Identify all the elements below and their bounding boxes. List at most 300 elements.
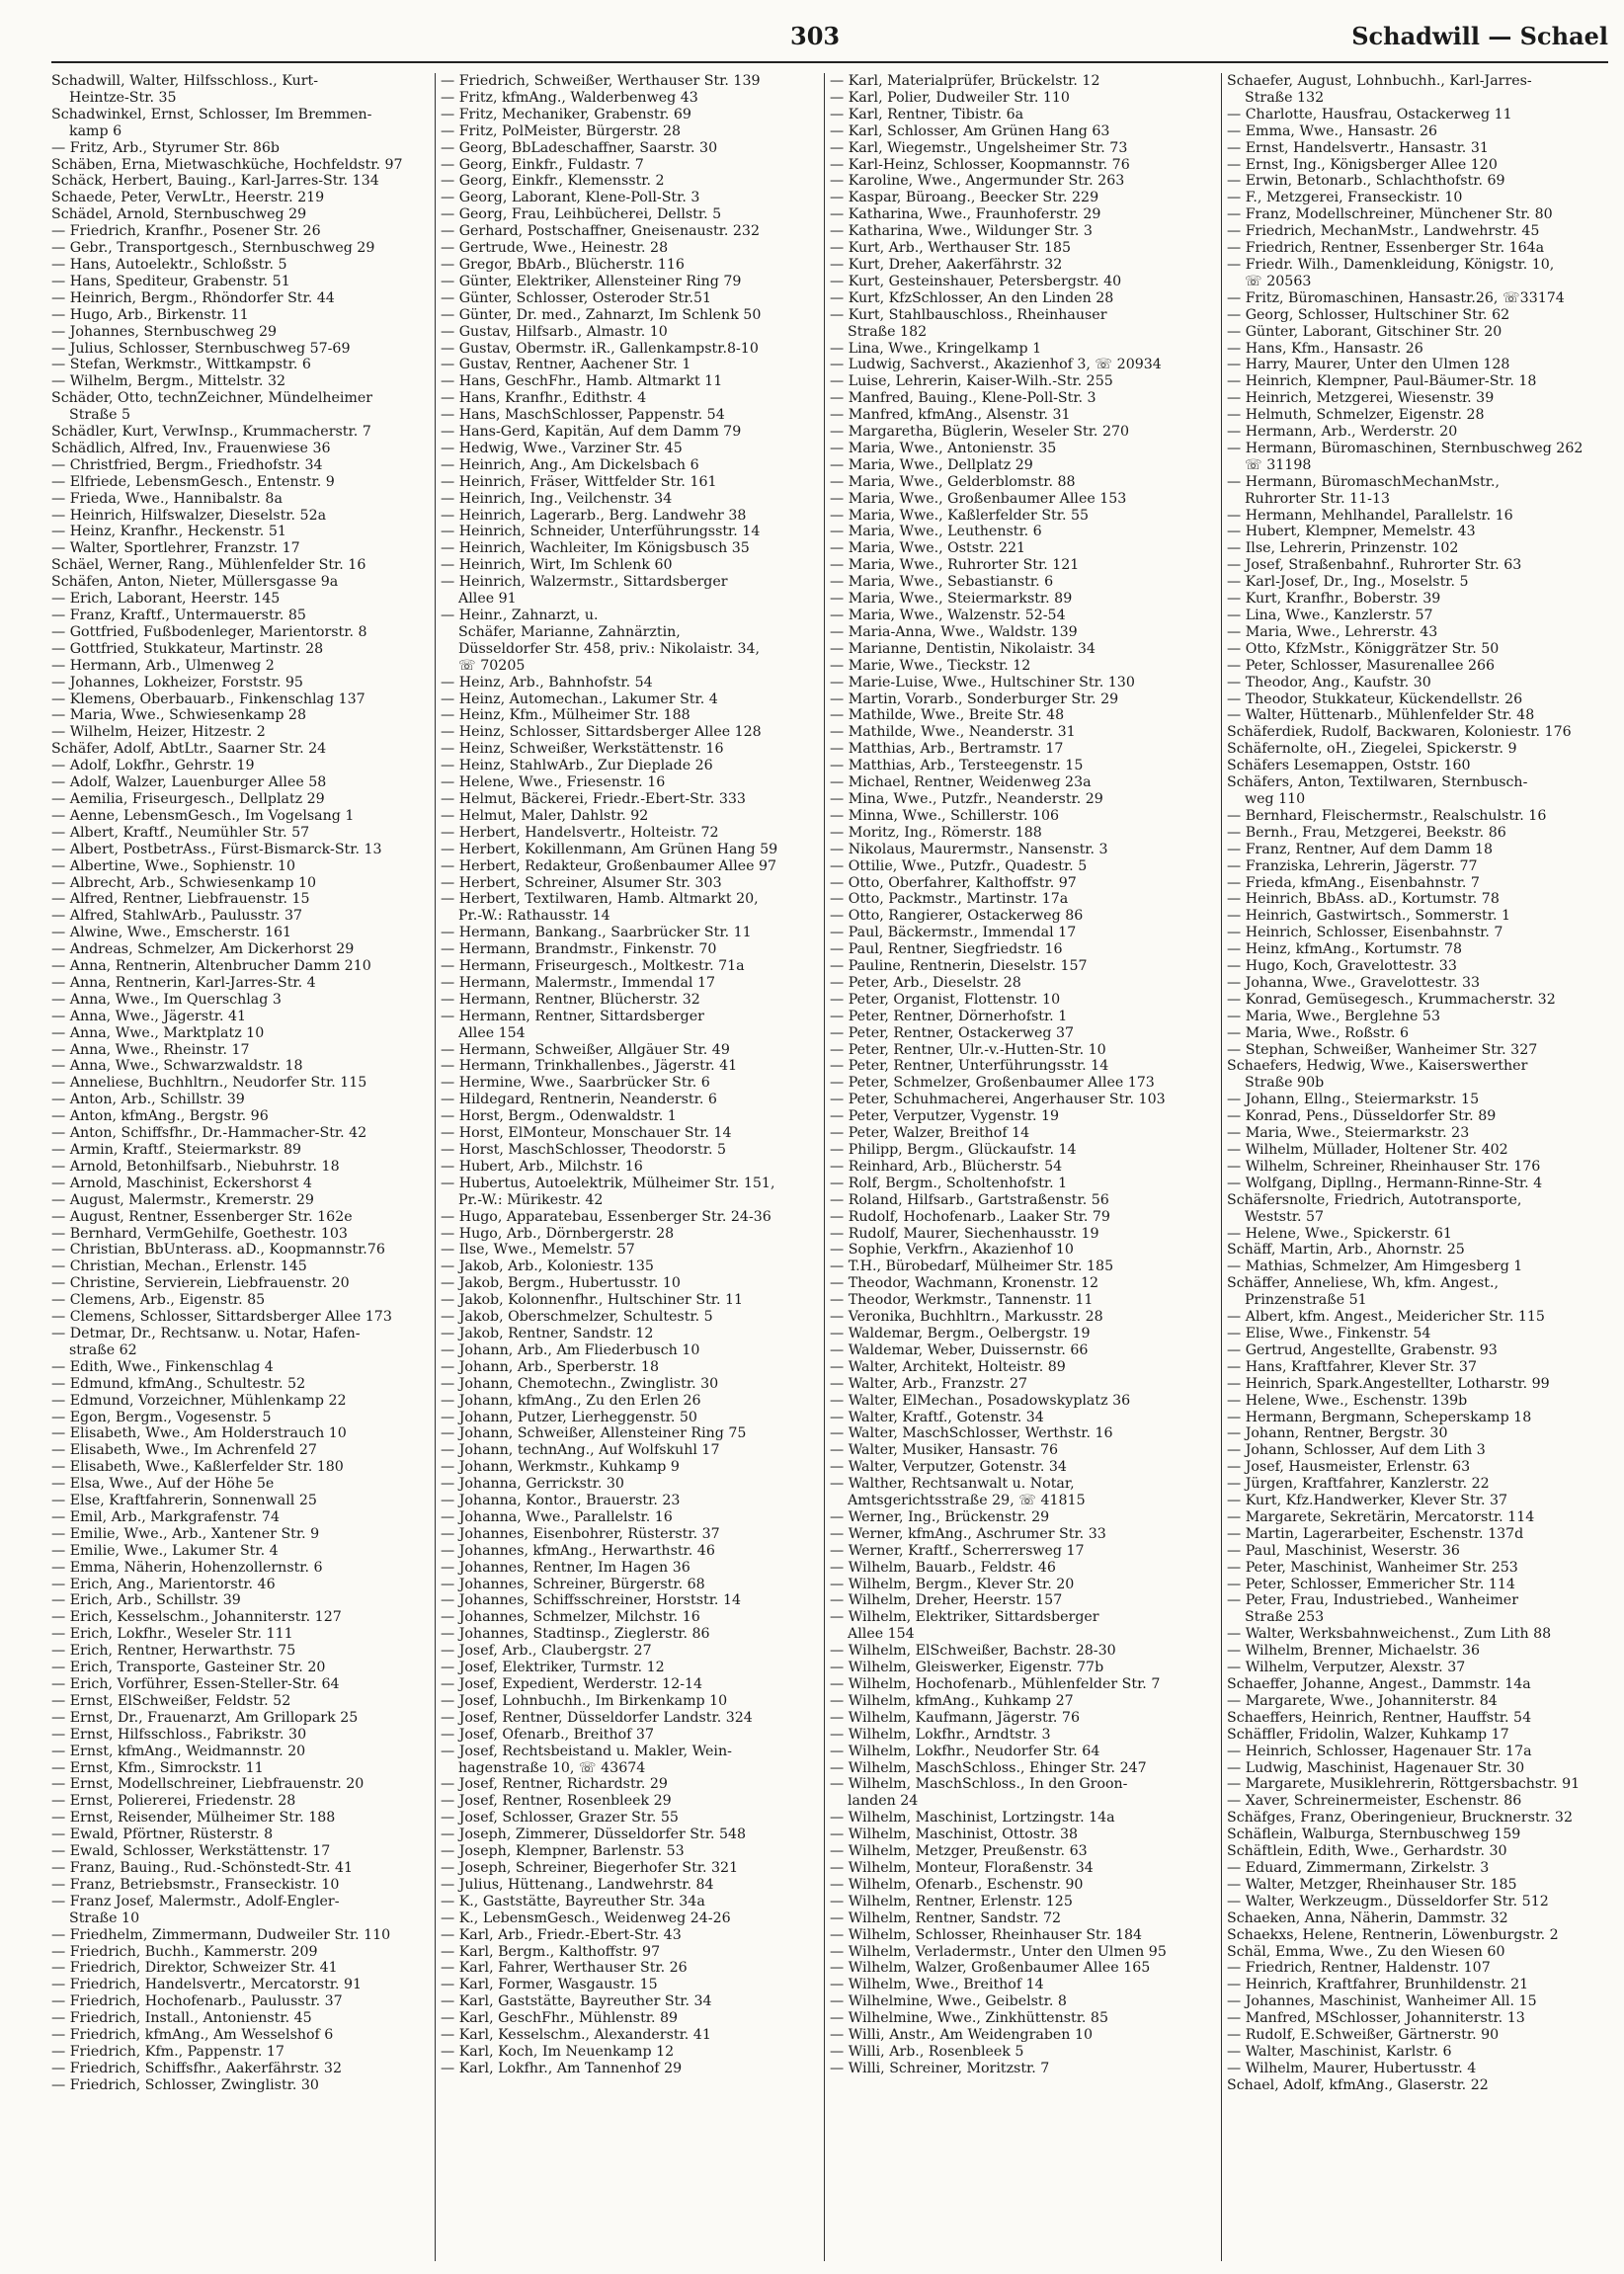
directory-entry: — Margarete, Sekretärin, Mercatorstr. 114 [1227,1508,1535,1525]
directory-entry: — Johann, Werkmstr., Kuhkamp 9 [441,1459,680,1476]
directory-entry-continuation: Pr.-W.: Rathausstr. 14 [458,908,610,925]
directory-entry: — Hildegard, Rentnerin, Neanderstr. 6 [441,1092,717,1108]
directory-entry: — Hugo, Arb., Dörnbergerstr. 28 [441,1225,675,1242]
directory-entry: — Wilhelm, Rentner, Sandstr. 72 [830,1909,1062,1926]
directory-entry: — Hans, Kraftfahrer, Klever Str. 37 [1227,1358,1477,1375]
directory-entry: — Günter, Dr. med., Zahnarzt, Im Schlenk 50 [441,306,762,323]
directory-entry-continuation: Straße 90b [1245,1075,1325,1092]
directory-entry: — Erich, Vorführer, Essen-Steller-Str. 64 [51,1676,340,1692]
directory-entry: — Wilhelm, Ofenarb., Eschenstr. 90 [830,1876,1084,1893]
directory-entry: — Wilhelm, Lokfhr., Neudorfer Str. 64 [830,1743,1100,1759]
directory-entry: — Marie, Wwe., Tieckstr. 12 [830,657,1031,674]
directory-entry: — Marie-Luise, Wwe., Hultschiner Str. 130 [830,674,1135,690]
directory-entry: — Karl, Wiegemstr., Ungelsheimer Str. 73 [830,139,1128,156]
directory-entry: — Karl, Lokfhr., Am Tannenhof 29 [441,2060,683,2076]
directory-entry: — Wilhelm, Monteur, Floraßenstr. 34 [830,1859,1094,1876]
directory-entry: — Friedrich, Buchh., Kammerstr. 209 [51,1943,318,1960]
directory-entry: — Friedrich, Rentner, Essenberger Str. 164a [1227,240,1545,257]
directory-entry-continuation: Straße 10 [69,1909,140,1926]
directory-entry-continuation: kamp 6 [69,122,122,139]
directory-entry: — Luise, Lehrerin, Kaiser-Wilh.-Str. 255 [830,373,1113,390]
directory-entry: — Erich, Kesselschm., Johanniterstr. 127 [51,1609,342,1626]
directory-entry: — Gustav, Hilfsarb., Almastr. 10 [441,323,668,340]
directory-entry: — Gustav, Rentner, Aachener Str. 1 [441,357,691,373]
running-head: Schadwill — Schael [1351,22,1608,50]
directory-entry: — Karl, Fahrer, Werthauser Str. 26 [441,1960,688,1977]
directory-entry: — Edmund, Vorzeichner, Mühlenkamp 22 [51,1392,347,1409]
directory-entry: — Josef, Ofenarb., Breithof 37 [441,1726,654,1743]
directory-entry: — Christine, Servierein, Liebfrauenstr. 20 [51,1275,350,1292]
directory-entry: — Helmuth, Schmelzer, Eigenstr. 28 [1227,407,1485,424]
directory-entry: — Karl, Koch, Im Neuenkamp 12 [441,2043,675,2060]
directory-entry: — Else, Kraftfahrerin, Sonnenwall 25 [51,1493,317,1509]
directory-entry: — Hermann, Arb., Ulmenweg 2 [51,657,275,674]
directory-entry: — Hubert, Klempner, Memelstr. 43 [1227,524,1476,540]
directory-entry: — Karl, Rentner, Tibistr. 6a [830,106,1024,122]
directory-entry: — Helene, Wwe., Eschenstr. 139b [1227,1392,1468,1409]
directory-entry: — Friedrich, MechanMstr., Landwehrstr. 45 [1227,223,1540,240]
directory-entry: Schäfen, Anton, Nieter, Müllersgasse 9a [51,574,339,591]
directory-entry: — Adolf, Walzer, Lauenburger Allee 58 [51,774,327,791]
directory-entry: — Maria, Wwe., Kaßlerfelder Str. 55 [830,507,1090,524]
directory-entry: — Kaspar, Büroang., Beecker Str. 229 [830,190,1099,206]
directory-entry: — Katharina, Wwe., Fraunhoferstr. 29 [830,206,1101,223]
directory-entry: — Ewald, Pförtner, Rüsterstr. 8 [51,1827,274,1843]
directory-entry-continuation: Straße 182 [848,323,928,340]
directory-entry: — Fritz, Mechaniker, Grabenstr. 69 [441,106,691,122]
directory-entry: Schädlich, Alfred, Inv., Frauenwiese 36 [51,440,331,456]
directory-entry: — Hermann, Malermstr., Immendal 17 [441,974,716,991]
directory-entry: — Heinrich, Ing., Veilchenstr. 34 [441,490,673,507]
directory-entry: — Horst, ElMonteur, Monschauer Str. 14 [441,1125,732,1142]
directory-entry: — Wilhelm, Brenner, Michaelstr. 36 [1227,1643,1480,1660]
directory-entry: — Josef, Straßenbahnf., Ruhrorter Str. 63 [1227,557,1522,574]
directory-entry: — Johann, kfmAng., Zu den Erlen 26 [441,1392,701,1409]
directory-entry: — Ernst, Ing., Königsberger Allee 120 [1227,156,1498,173]
directory-entry: — Otto, Oberfahrer, Kalthoffstr. 97 [830,874,1077,891]
directory-entry: — Karl, Gaststätte, Bayreuther Str. 34 [441,1993,712,2010]
directory-entry: — Eduard, Zimmermann, Zirkelstr. 3 [1227,1859,1490,1876]
directory-entry: — Albert, PostbetrAss., Fürst-Bismarck-Str. 13 [51,841,382,857]
directory-entry: — Anneliese, Buchhltrn., Neudorfer Str. 115 [51,1075,367,1092]
directory-entry: — Wilhelmine, Wwe., Geibelstr. 8 [830,1993,1067,2010]
directory-entry: — Arnold, Maschinist, Eckershorst 4 [51,1175,312,1191]
directory-entry: — Jakob, Bergm., Hubertusstr. 10 [441,1275,681,1292]
directory-entry: — Johann, Arb., Sperberstr. 18 [441,1358,659,1375]
directory-entry: — Manfred, MSchlosser, Johanniterstr. 13 [1227,2010,1525,2027]
directory-entry: — Arnold, Betonhilfsarb., Niebuhrstr. 18 [51,1158,340,1175]
directory-entry: — Friedrich, Handelsvertr., Mercatorstr. 91 [51,1977,363,1993]
directory-entry: Schäftlein, Edith, Wwe., Gerhardstr. 30 [1227,1843,1507,1860]
directory-entry: — Wilhelm, Schreiner, Rheinhauser Str. 176 [1227,1158,1541,1175]
directory-entry: — Heinrich, Schlosser, Eisenbahnstr. 7 [1227,925,1503,941]
directory-entry-continuation: Straße 5 [69,407,131,424]
directory-entry: — Horst, MaschSchlosser, Theodorstr. 5 [441,1142,727,1158]
directory-entry: — Ottilie, Wwe., Putzfr., Quadestr. 5 [830,857,1088,874]
directory-entry: — Lina, Wwe., Kringelkamp 1 [830,340,1042,357]
directory-entry: — Friedrich, Schweißer, Werthauser Str. 139 [441,73,761,89]
directory-entry: — Gustav, Obermstr. iR., Gallenkampstr.8-10 [441,340,759,357]
directory-entry: — Hermann, Rentner, Blücherstr. 32 [441,991,700,1008]
directory-entry: — Maria, Wwe., Steiermarkstr. 23 [1227,1125,1470,1142]
directory-entry: — Wilhelm, Bauarb., Feldstr. 46 [830,1559,1056,1576]
directory-entry: — Karl, Materialprüfer, Brückelstr. 12 [830,73,1100,89]
directory-entry: — Aenne, LebensmGesch., Im Vogelsang 1 [51,807,355,824]
directory-entry: Schadwill, Walter, Hilfsschloss., Kurt- [51,73,319,89]
directory-entry: — Elisabeth, Wwe., Kaßlerfelder Str. 180 [51,1459,344,1476]
directory-entry: — Fritz, PolMeister, Bürgerstr. 28 [441,122,682,139]
directory-entry-continuation: Ruhrorter Str. 11-13 [1245,490,1391,507]
directory-entry: — Johanna, Wwe., Parallelstr. 16 [441,1508,673,1525]
directory-entry: — Walter, Werksbahnweichenst., Zum Lith 88 [1227,1626,1552,1643]
directory-entry: — Heinz, Schlosser, Sittardsberger Allee 128 [441,724,762,741]
directory-entry: — Hans, Kranfhr., Edithstr. 4 [441,390,647,407]
directory-entry: — August, Malermstr., Kremerstr. 29 [51,1191,314,1208]
directory-entry: — Anton, Schiffsfhr., Dr.-Hammacher-Str. 42 [51,1125,367,1142]
directory-entry: — K., Gaststätte, Bayreuther Str. 34a [441,1893,705,1909]
directory-entry: — Helmut, Bäckerei, Friedr.-Ebert-Str. 333 [441,790,746,807]
directory-entry: — Roland, Hilfsarb., Gartstraßenstr. 56 [830,1191,1109,1208]
directory-entry: — Hermann, Brandmstr., Finkenstr. 70 [441,941,717,958]
directory-entry: — Julius, Hüttenang., Landwehrstr. 84 [441,1876,714,1893]
directory-entry: — Franz, Bauing., Rud.-Schönstedt-Str. 41 [51,1859,354,1876]
directory-entry: — Theodor, Stukkateur, Kückendellstr. 26 [1227,690,1523,707]
directory-entry-continuation: ☏ 70205 [458,657,526,674]
directory-entry: — Maria, Wwe., Großenbaumer Allee 153 [830,490,1127,507]
directory-entry: — Pauline, Rentnerin, Dieselstr. 157 [830,958,1088,975]
directory-entry: — Friedrich, Schiffsfhr., Aakerfährstr. 32 [51,2060,342,2076]
directory-entry-continuation: Pr.-W.: Mürikestr. 42 [458,1191,604,1208]
directory-entry: Schäl, Emma, Wwe., Zu den Wiesen 60 [1227,1943,1505,1960]
directory-entry: — Erich, Transporte, Gasteiner Str. 20 [51,1660,326,1676]
directory-entry: — Minna, Wwe., Schillerstr. 106 [830,807,1060,824]
directory-entry: — K., LebensmGesch., Weidenweg 24-26 [441,1909,731,1926]
directory-entry: — Andreas, Schmelzer, Am Dickerhorst 29 [51,941,355,958]
directory-entry: — Peter, Schlosser, Masurenallee 266 [1227,657,1496,674]
directory-entry: — Karl, Arb., Friedr.-Ebert-Str. 43 [441,1926,682,1943]
directory-entry: — Johann, Putzer, Lierheggenstr. 50 [441,1409,697,1425]
directory-entry: — Peter, Rentner, Unterführungsstr. 14 [830,1058,1109,1075]
directory-entry: — Johann, Schweißer, Allensteiner Ring 75 [441,1425,747,1442]
directory-entry: — Wilhelm, MaschSchloss., Ehinger Str. 247 [830,1759,1147,1776]
directory-entry: — Christian, Mechan., Erlenstr. 145 [51,1259,307,1275]
directory-entry: — Willi, Anstr., Am Weidengraben 10 [830,2027,1093,2044]
directory-entry: — Georg, Laborant, Klene-Poll-Str. 3 [441,190,700,206]
directory-entry: — Friedrich, Hochofenarb., Paulusstr. 37 [51,1993,343,2010]
directory-entry: — Aemilia, Friseurgesch., Dellplatz 29 [51,790,325,807]
directory-entry-continuation: ☏ 20563 [1245,273,1312,289]
directory-entry-continuation: Allee 154 [848,1626,915,1643]
directory-entry: — Wilhelm, kfmAng., Kuhkamp 27 [830,1692,1074,1709]
directory-entry: — Albrecht, Arb., Schwiesenkamp 10 [51,874,317,891]
directory-entry: — Hugo, Arb., Birkenstr. 11 [51,306,249,323]
directory-entry: — Ernst, Reisender, Mülheimer Str. 188 [51,1810,336,1827]
directory-entry: — Josef, Elektriker, Turmstr. 12 [441,1660,665,1676]
directory-entry: — Wilhelm, Kaufmann, Jägerstr. 76 [830,1709,1080,1726]
directory-entry: — Ernst, Dr., Frauenarzt, Am Grillopark 25 [51,1709,359,1726]
directory-entry: — Kurt, KfzSchlosser, An den Linden 28 [830,289,1114,306]
directory-entry: Schael, Adolf, kfmAng., Glaserstr. 22 [1227,2076,1489,2093]
directory-entry: Schäflein, Walburga, Sternbuschweg 159 [1227,1827,1521,1843]
directory-entry: — Frieda, Wwe., Hannibalstr. 8a [51,490,283,507]
directory-entry: — Hans, Autoelektr., Schloßstr. 5 [51,256,287,273]
directory-entry: — Hermann, Mehlhandel, Parallelstr. 16 [1227,507,1513,524]
directory-entry: — Heinrich, Schneider, Unterführungsstr. 14 [441,524,761,540]
directory-entry: — Rudolf, E.Schweißer, Gärtnerstr. 90 [1227,2027,1500,2044]
directory-entry: — Anton, Arb., Schillstr. 39 [51,1092,245,1108]
directory-entry: — Walter, Arb., Franzstr. 27 [830,1375,1027,1392]
directory-entry: — Hedwig, Wwe., Varziner Str. 45 [441,440,683,456]
directory-entry: Schäel, Werner, Rang., Mühlenfelder Str. 16 [51,557,366,574]
directory-entry: — Emma, Wwe., Hansastr. 26 [1227,122,1438,139]
directory-entry: — Franz, Kraftf., Untermauerstr. 85 [51,608,306,623]
directory-entry: — Hans, Spediteur, Grabenstr. 51 [51,273,290,289]
directory-entry: — Werner, Kraftf., Scherrersweg 17 [830,1542,1085,1559]
directory-entry: — Nikolaus, Maurermstr., Nansenstr. 3 [830,841,1108,857]
directory-entry: — Willi, Schreiner, Moritzstr. 7 [830,2060,1050,2076]
directory-entry: Schäck, Herbert, Bauing., Karl-Jarres-Str. 134 [51,173,379,190]
directory-entry: — Ernst, ElSchweißer, Feldstr. 52 [51,1692,291,1709]
directory-entry: — Heinz, StahlwArb., Zur Dieplade 26 [441,758,713,774]
directory-entry: — Bernhard, VermGehilfe, Goethestr. 103 [51,1225,348,1242]
directory-entry: — Rudolf, Hochofenarb., Laaker Str. 79 [830,1208,1110,1225]
directory-entry: — Peter, Rentner, Dörnerhofstr. 1 [830,1008,1068,1024]
directory-entry: — Karl-Josef, Dr., Ing., Moselstr. 5 [1227,574,1469,591]
directory-entry: — Hans-Gerd, Kapitän, Auf dem Damm 79 [441,424,742,441]
directory-entry: Schäben, Erna, Mietwaschküche, Hochfeldstr. 97 [51,156,403,173]
directory-entry: — Friedrich, Schlosser, Zwinglistr. 30 [51,2076,319,2093]
directory-entry: — Waldemar, Bergm., Oelbergstr. 19 [830,1325,1091,1341]
directory-entry: — Martin, Lagerarbeiter, Eschenstr. 137d [1227,1525,1524,1542]
directory-entry: Schädler, Kurt, VerwInsp., Krummacherstr. 7 [51,424,371,441]
directory-entry: — Ernst, Kfm., Simrockstr. 11 [51,1759,264,1776]
directory-entry: — Anna, Wwe., Im Querschlag 3 [51,991,282,1008]
directory-entry: — Karl, Schlosser, Am Grünen Hang 63 [830,122,1110,139]
directory-entry: — Heinr., Zahnarzt, u. [441,608,599,623]
directory-entry: — Johannes, Eisenbohrer, Rüsterstr. 37 [441,1525,720,1542]
column-divider [435,73,436,2261]
directory-entry: — Maria, Wwe., Roßstr. 6 [1227,1024,1410,1041]
directory-entry: — Günter, Schlosser, Osteroder Str.51 [441,289,712,306]
page-number: 303 [790,22,841,50]
directory-entry: — Peter, Schuhmacherei, Angerhauser Str. 103 [830,1092,1166,1108]
directory-entry: — Hans, GeschFhr., Hamb. Altmarkt 11 [441,373,723,390]
directory-entry: — Stefan, Werkmstr., Wittkampstr. 6 [51,357,311,373]
directory-entry: — Herbert, Textilwaren, Hamb. Altmarkt 20, [441,891,759,908]
directory-entry: — Ilse, Wwe., Memelstr. 57 [441,1242,635,1259]
directory-entry: — Josef, Expedient, Werderstr. 12-14 [441,1676,703,1692]
directory-entry: Schädel, Arnold, Sternbuschweg 29 [51,206,307,223]
directory-column-4 [1227,73,1603,2266]
directory-entry: — Emil, Arb., Markgrafenstr. 74 [51,1508,280,1525]
directory-entry: — Walter, Musiker, Hansastr. 76 [830,1442,1059,1459]
directory-entry-continuation: Amtsgerichtsstraße 29, ☏ 41815 [848,1493,1086,1509]
directory-entry: — Erich, Arb., Schillstr. 39 [51,1592,241,1609]
directory-column-1 [51,73,428,2266]
directory-entry: — Peter, Schlosser, Emmericher Str. 114 [1227,1576,1515,1592]
directory-entry-continuation: weg 110 [1245,790,1306,807]
directory-entry: — Alwine, Wwe., Emscherstr. 161 [51,925,292,941]
directory-entry: — Erich, Ang., Marientorstr. 46 [51,1576,276,1592]
directory-entry: Schaefers, Hedwig, Wwe., Kaiserswerther [1227,1058,1528,1075]
directory-entry: — Heinrich, Schlosser, Hagenauer Str. 17a [1227,1743,1532,1759]
directory-entry: — Otto, Packmstr., Martinstr. 17a [830,891,1069,908]
directory-entry: — Hermann, Rentner, Sittardsberger [441,1008,704,1024]
directory-entry: — Heinrich, Walzermstr., Sittardsberger [441,574,728,591]
directory-entry: — Walter, Verputzer, Gotenstr. 34 [830,1459,1067,1476]
directory-entry: — Johann, technAng., Auf Wolfskuhl 17 [441,1442,720,1459]
directory-entry: — Karl, Former, Wasgaustr. 15 [441,1977,658,1993]
directory-entry: — Ernst, Handelsvertr., Hansastr. 31 [1227,139,1489,156]
directory-entry: — Heinz, kfmAng., Kortumstr. 78 [1227,941,1463,958]
directory-entry: — Gerhard, Postschaffner, Gneisenaustr. 232 [441,223,760,240]
directory-entry: — Johannes, Schmelzer, Milchstr. 16 [441,1609,700,1626]
directory-entry: — Ernst, kfmAng., Weidmannstr. 20 [51,1743,306,1759]
directory-entry: — Josef, Hausmeister, Erlenstr. 63 [1227,1459,1471,1476]
directory-entry: — Erich, Lokfhr., Weseler Str. 111 [51,1626,293,1643]
directory-entry: — F., Metzgerei, Franseckistr. 10 [1227,190,1463,206]
directory-entry: — Heinrich, Ang., Am Dickelsbach 6 [441,456,699,473]
directory-entry: — Helene, Wwe., Spickerstr. 61 [1227,1225,1452,1242]
directory-entry: — Gertrud, Angestellte, Grabenstr. 93 [1227,1341,1498,1358]
directory-entry: — Jürgen, Kraftfahrer, Kanzlerstr. 22 [1227,1476,1490,1493]
directory-entry: — Heinrich, Hilfswalzer, Dieselstr. 52a [51,507,327,524]
directory-entry: — Theodor, Ang., Kaufstr. 30 [1227,674,1431,690]
directory-entry: — T.H., Bürobedarf, Mülheimer Str. 185 [830,1259,1114,1275]
directory-entry: — Walter, MaschSchlosser, Werthstr. 16 [830,1425,1113,1442]
directory-entry: — Bernh., Frau, Metzgerei, Beekstr. 86 [1227,824,1506,841]
directory-entry: — Emma, Näherin, Hohenzollernstr. 6 [51,1559,323,1576]
directory-entry: — Maria, Wwe., Ruhrorter Str. 121 [830,557,1080,574]
directory-entry: — Clemens, Arb., Eigenstr. 85 [51,1292,266,1309]
directory-entry: — Wilhelm, ElSchweißer, Bachstr. 28-30 [830,1643,1116,1660]
directory-entry: Schaede, Peter, VerwLtr., Heerstr. 219 [51,190,325,206]
directory-entry: — Mathilde, Wwe., Neanderstr. 31 [830,724,1076,741]
directory-entry: Schäfernolte, oH., Ziegelei, Spickerstr. 9 [1227,741,1517,758]
directory-entry: — Friedrich, Install., Antonienstr. 45 [51,2010,312,2027]
directory-entry: — Jakob, Oberschmelzer, Schultestr. 5 [441,1309,713,1326]
directory-entry: — Heinrich, Klempner, Paul-Bäumer-Str. 18 [1227,373,1537,390]
directory-entry: — Hermann, Bergmann, Scheperskamp 18 [1227,1409,1532,1425]
directory-entry: — Johanna, Kontor., Brauerstr. 23 [441,1493,681,1509]
directory-entry: — Wilhelm, Hochofenarb., Mühlenfelder Str. 7 [830,1676,1161,1692]
directory-entry-continuation: ☏ 31198 [1245,456,1312,473]
directory-entry: — Charlotte, Hausfrau, Ostackerweg 11 [1227,106,1512,122]
directory-entry: — Margarete, Wwe., Johanniterstr. 84 [1227,1692,1498,1709]
directory-entry: — Paul, Maschinist, Weserstr. 36 [1227,1542,1460,1559]
directory-entry: Schaekxs, Helene, Rentnerin, Löwenburgstr. 2 [1227,1926,1559,1943]
directory-entry: — Fritz, Büromaschinen, Hansastr.26, ☏33174 [1227,289,1565,306]
directory-entry: — Johannes, Schiffsschreiner, Horststr. 14 [441,1592,742,1609]
directory-entry: — Maria, Wwe., Lehrerstr. 43 [1227,623,1438,640]
directory-entry: — Elsa, Wwe., Auf der Höhe 5e [51,1476,275,1493]
directory-entry: — Hubertus, Autoelektrik, Mülheimer Str. 151, [441,1175,775,1191]
directory-entry: — Josef, Schlosser, Grazer Str. 55 [441,1810,679,1827]
directory-entry: — Bernhard, Fleischermstr., Realschulstr. 16 [1227,807,1547,824]
directory-entry: — Alfred, Rentner, Liebfrauenstr. 15 [51,891,310,908]
directory-entry: — Herbert, Redakteur, Großenbaumer Allee 97 [441,857,777,874]
directory-entry: — Marianne, Dentistin, Nikolaistr. 34 [830,640,1096,657]
directory-entry: — Herbert, Handelsvertr., Holteistr. 72 [441,824,719,841]
directory-entry: — Wolfgang, Dipllng., Hermann-Rinne-Str. 4 [1227,1175,1543,1191]
directory-entry: — Peter, Walzer, Breithof 14 [830,1125,1030,1142]
directory-entry-continuation: hagenstraße 10, ☏ 43674 [458,1759,646,1776]
directory-entry: — Georg, Einkfr., Fuldastr. 7 [441,156,644,173]
directory-entry: — Peter, Verputzer, Vygenstr. 19 [830,1108,1060,1125]
directory-entry: — Friedrich, kfmAng., Am Wesselshof 6 [51,2027,334,2044]
directory-entry: — Horst, Bergm., Odenwaldstr. 1 [441,1108,677,1125]
directory-entry: — Georg, BbLadeschaffner, Saarstr. 30 [441,139,718,156]
directory-entry: — Theodor, Wachmann, Kronenstr. 12 [830,1275,1099,1292]
directory-entry: — Gottfried, Stukkateur, Martinstr. 28 [51,640,324,657]
directory-entry: — Fritz, Arb., Styrumer Str. 86b [51,139,280,156]
directory-entry: — Josef, Rentner, Richardstr. 29 [441,1776,668,1793]
directory-entry: — Alfred, StahlwArb., Paulusstr. 37 [51,908,303,925]
directory-entry: — Anna, Wwe., Schwarzwaldstr. 18 [51,1058,303,1075]
directory-entry: — Konrad, Pens., Düsseldorfer Str. 89 [1227,1108,1497,1125]
directory-entry: — Wilhelm, Heizer, Hitzestr. 2 [51,724,266,741]
directory-entry: — Emilie, Wwe., Arb., Xantener Str. 9 [51,1525,320,1542]
directory-entry: — Philipp, Bergm., Glückaufstr. 14 [830,1142,1077,1158]
directory-entry: — Anna, Wwe., Jägerstr. 41 [51,1008,247,1024]
directory-entry: — Herbert, Kokillenmann, Am Grünen Hang 59 [441,841,778,857]
directory-entry: — Albert, Kraftf., Neumühler Str. 57 [51,824,310,841]
directory-entry: — Ludwig, Sachverst., Akazienhof 3, ☏ 20934 [830,357,1162,373]
directory-entry: — Johannes, Lokheizer, Forststr. 95 [51,674,303,690]
directory-entry: Schäffer, Anneliese, Wh, kfm. Angest., [1227,1275,1499,1292]
directory-entry: — Katharina, Wwe., Wildunger Str. 3 [830,223,1093,240]
directory-entry: — Margarete, Musiklehrerin, Röttgersbachstr. 91 [1227,1776,1581,1793]
directory-entry: — Helmut, Maler, Dahlstr. 92 [441,807,649,824]
directory-entry: — Hermann, Trinkhallenbes., Jägerstr. 41 [441,1058,738,1075]
directory-entry: — Maria, Wwe., Leuthenstr. 6 [830,524,1042,540]
directory-entry: — Heinz, Automechan., Lakumer Str. 4 [441,690,718,707]
directory-entry: — Johanna, Wwe., Gravelottestr. 33 [1227,974,1481,991]
directory-entry: — Kurt, Arb., Werthauser Str. 185 [830,240,1072,257]
directory-entry: — Heinrich, Kraftfahrer, Brunhildenstr. 21 [1227,1977,1529,1993]
directory-entry: — Peter, Organist, Flottenstr. 10 [830,991,1061,1008]
directory-entry: — Wilhelm, Bergm., Mittelstr. 32 [51,373,285,390]
directory-entry: — Jakob, Arb., Koloniestr. 135 [441,1259,654,1275]
directory-entry: — Josef, Rentner, Rosenbleek 29 [441,1793,672,1810]
directory-entry: — Johann, Arb., Am Fliederbusch 10 [441,1341,700,1358]
directory-entry: — Franz, Rentner, Auf dem Damm 18 [1227,841,1493,857]
directory-entry: — Maria, Wwe., Gelderblomstr. 88 [830,473,1076,490]
directory-entry: Schadwinkel, Ernst, Schlosser, Im Bremmen- [51,106,372,122]
directory-entry: — Elisabeth, Wwe., Im Achrenfeld 27 [51,1442,317,1459]
directory-entry: — Edith, Wwe., Finkenschlag 4 [51,1358,274,1375]
directory-entry: — Heinrich, Metzgerei, Wiesenstr. 39 [1227,390,1495,407]
directory-entry: — August, Rentner, Essenberger Str. 162e [51,1208,353,1225]
directory-entry: — Waldemar, Weber, Duissernstr. 66 [830,1341,1089,1358]
directory-entry: — Georg, Frau, Leihbücherei, Dellstr. 5 [441,206,722,223]
directory-entry: — Wilhelm, Verputzer, Alexstr. 37 [1227,1660,1466,1676]
directory-entry: — Karl, Polier, Dudweiler Str. 110 [830,89,1070,106]
directory-entry: — Herbert, Schreiner, Alsumer Str. 303 [441,874,722,891]
directory-entry: — Günter, Elektriker, Allensteiner Ring 79 [441,273,742,289]
directory-entry: — Heinrich, Bergm., Rhöndorfer Str. 44 [51,289,335,306]
directory-entry: — Walter, Werkzeugm., Düsseldorfer Str. 512 [1227,1893,1549,1909]
directory-entry-continuation: Allee 91 [458,591,517,608]
directory-entry: — Johannes, Rentner, Im Hagen 36 [441,1559,690,1576]
directory-entry: — Walter, ElMechan., Posadowskyplatz 36 [830,1392,1131,1409]
directory-entry: — Anna, Rentnerin, Karl-Jarres-Str. 4 [51,974,316,991]
directory-entry: — Wilhelmine, Wwe., Zinkhüttenstr. 85 [830,2010,1108,2027]
directory-entry: — Wilhelm, Metzger, Preußenstr. 63 [830,1843,1088,1860]
directory-entry: — Kurt, Gesteinshauer, Petersbergstr. 40 [830,273,1122,289]
directory-entry: — Rolf, Bergm., Scholtenhofstr. 1 [830,1175,1068,1191]
directory-entry: — Josef, Rechtsbeistand u. Makler, Wein- [441,1743,732,1759]
